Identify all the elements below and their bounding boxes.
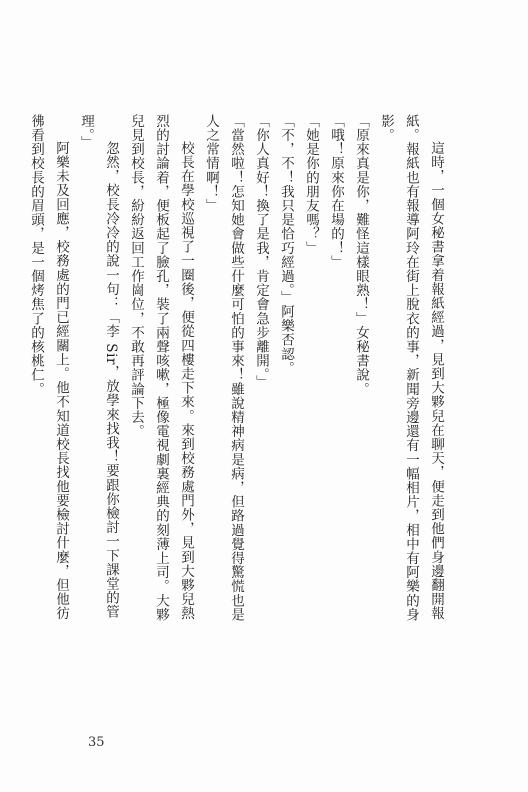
paragraph: 忽然，校長冷冷的說一句：「李 Sir，放學來找我！要跟你檢討一下課堂的管理。」 [78, 114, 119, 619]
paragraph: 「不，不！我只是恰巧經過。」阿樂否認。 [278, 114, 294, 376]
page-number: 35 [88, 735, 105, 750]
paragraph: 「你人真好！換了是我，肯定會急步離開。」 [253, 114, 269, 390]
paragraph: 「哦！原來你在場的！」 [328, 114, 344, 270]
paragraph: 這時，一個女秘書拿着報紙經過，見到大夥兒在聊天，便走到他們身邊翻開報紙。報紙也有報導阿玲在街上脫衣的事，新聞旁邊還有一幅相片，相中有阿樂的身影。 [378, 114, 444, 622]
paragraph: 「當然啦！怎知她會做些什麼可怕的事來！雖說精神病是病，但路過覺得驚慌也是人之常情啊！」 [203, 114, 244, 622]
paragraph: 阿樂未及回應，校務處的門已經關上。他不知道校長找他要檢討什麼，但他彷彿看到校長的眉頭，是一個烤焦了的核桃仁。 [28, 114, 69, 621]
paragraph: 「原來真是你，難怪這樣眼熟！」女秘書說。 [353, 114, 369, 396]
body-text [23, 114, 448, 634]
paragraph: 「她是你的朋友嗎？」 [303, 114, 319, 255]
paragraph: 校長在學校巡視了一圈後，便從四樓走下來。來到校務處門外，見到大夥兒熱烈的討論着，便板起了臉孔，裝了兩聲咳嗽，極像電視劇裏經典的刻薄上司。大夥兒見到校長，紛紛返回工作崗位，不敢再評論下去。 [128, 114, 194, 622]
